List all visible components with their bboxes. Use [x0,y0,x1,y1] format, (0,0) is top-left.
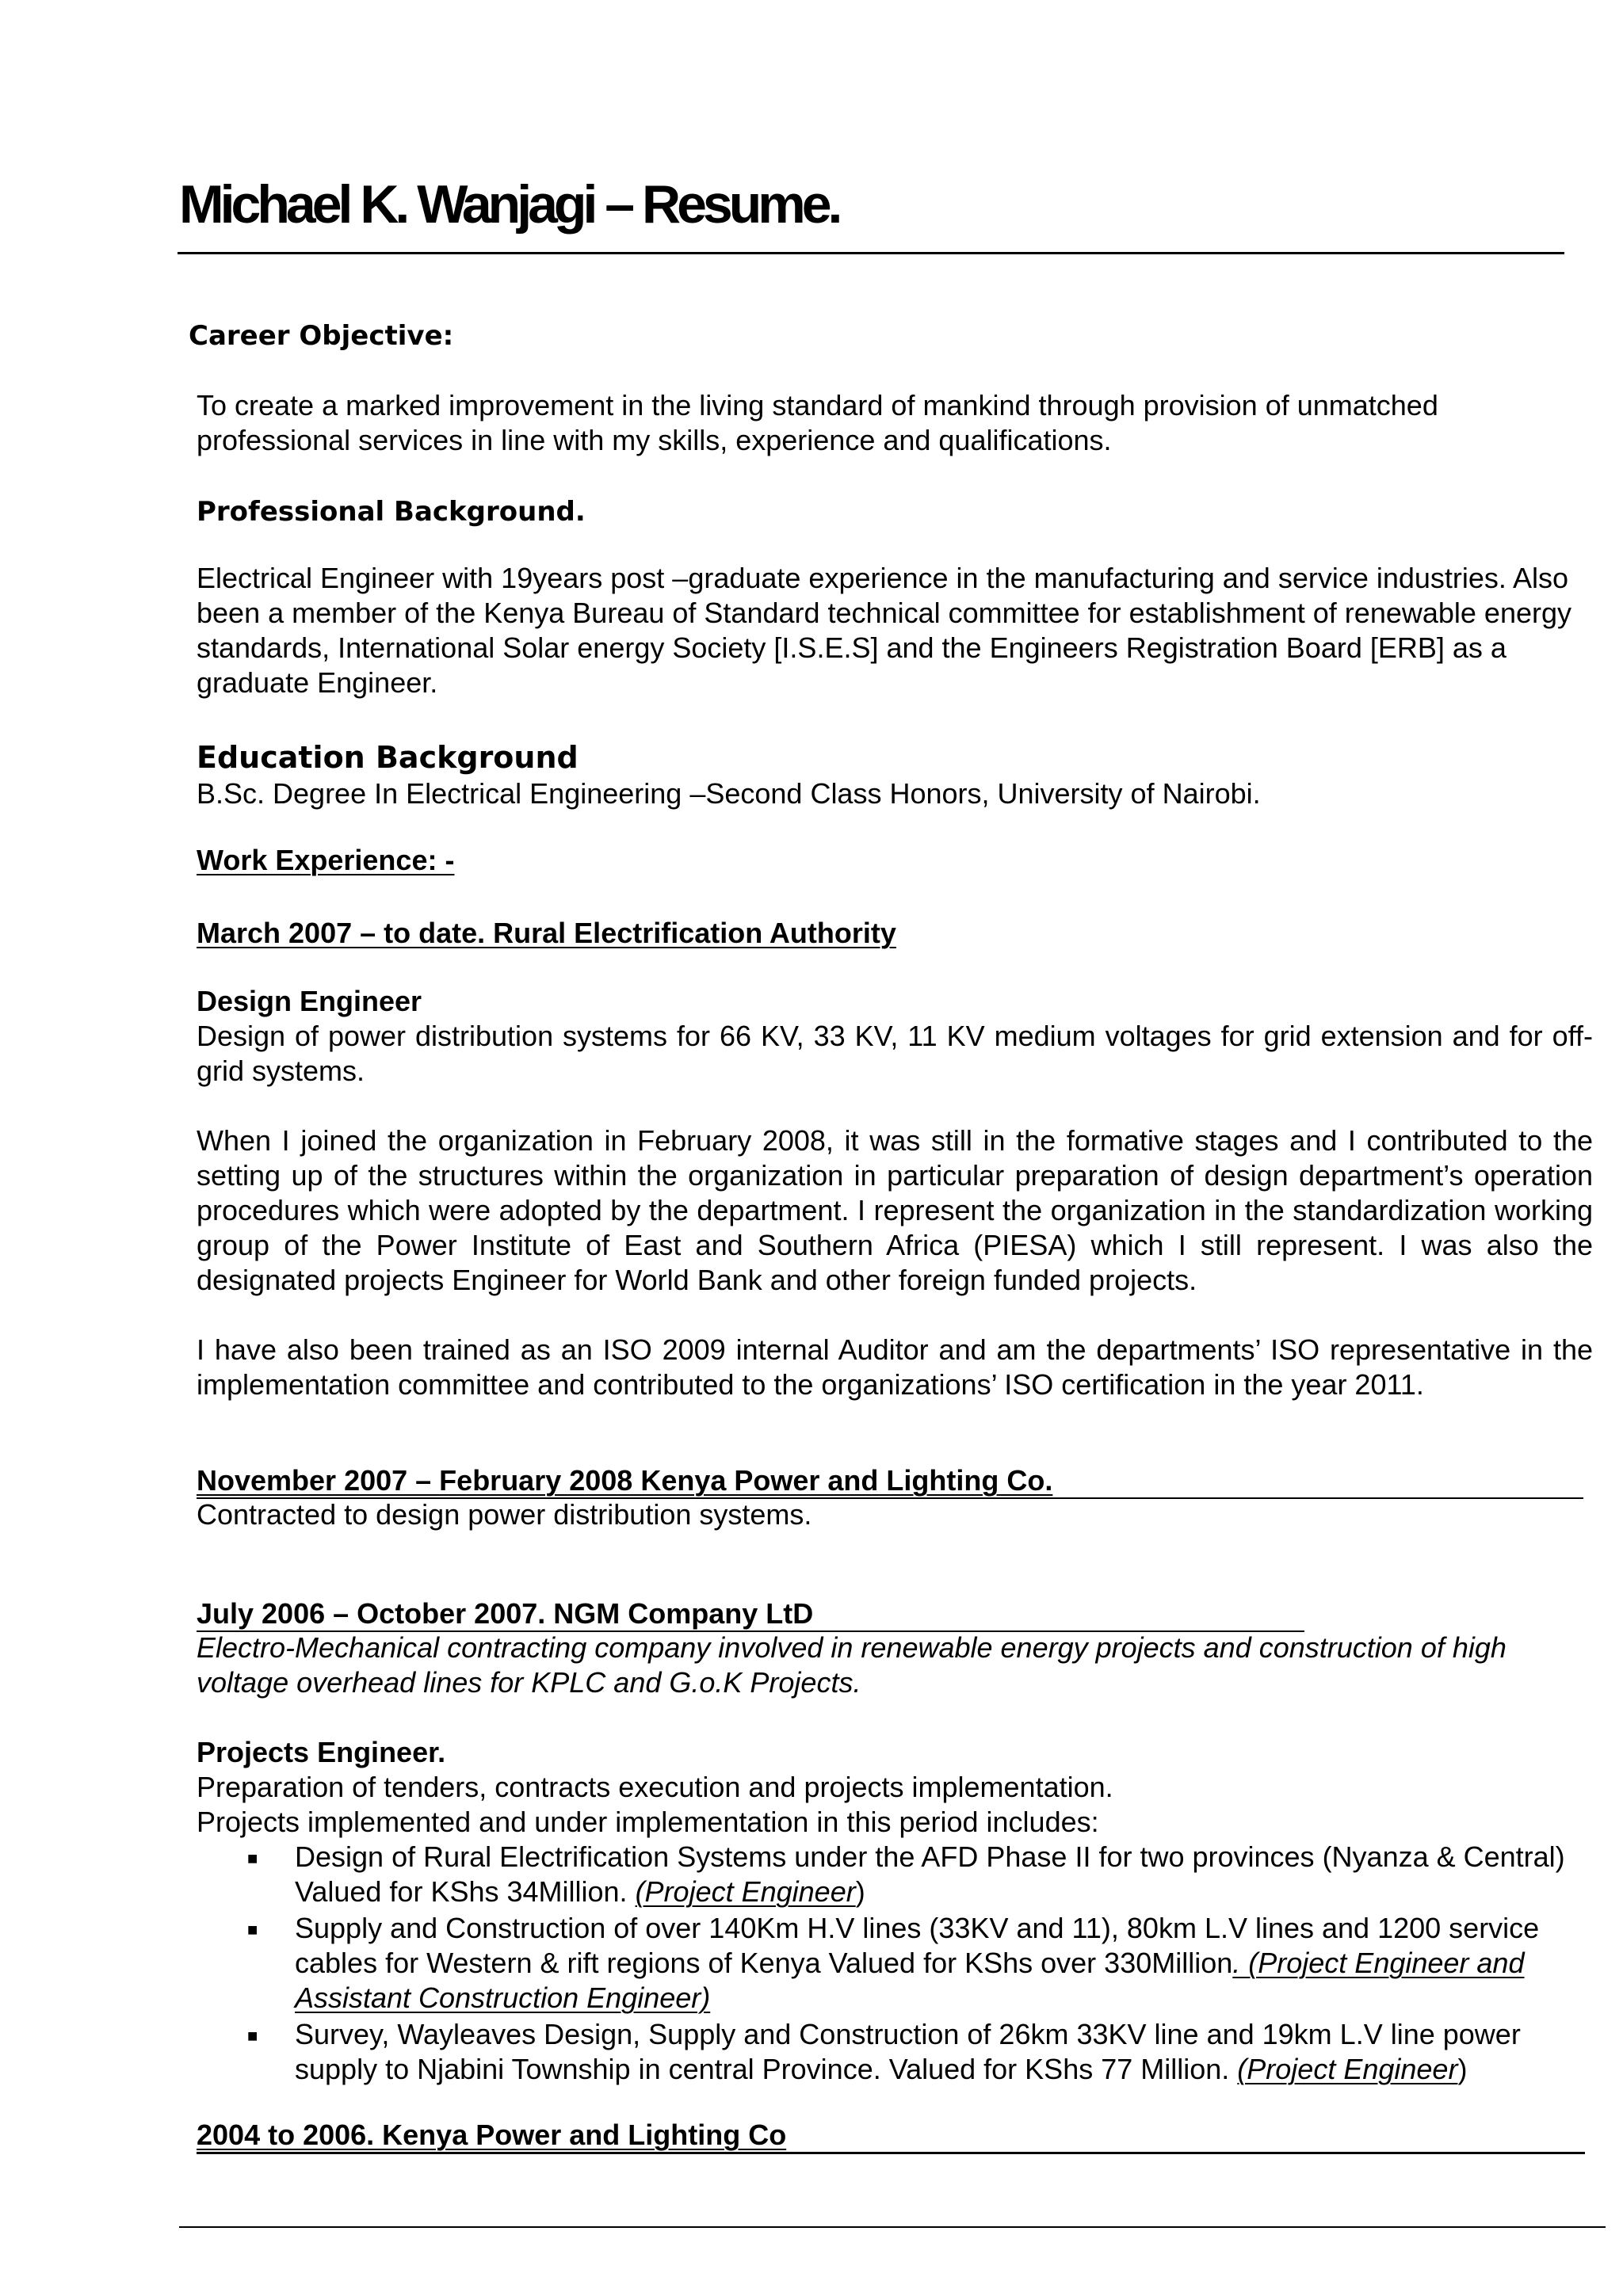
job-3-period-heading-text: July 2006 – October 2007. NGM Company LtD [197,1597,814,1630]
job-2-description: Contracted to design power distribution systems. [197,1498,812,1531]
bullet-2-text: Supply and Construction of over 140Km H.V lines (33KV and 11), 80km L.V lines and 1200 service cables for Western & rift regions of Kenya Valued for KShs over 330Million [295,1912,1540,1979]
bullet-1-role: (Project Engineer [635,1875,856,1908]
education-background-heading: Education Background [197,740,579,775]
job-3-line-1: Preparation of tenders, contracts execution and projects implementation. [197,1771,1113,1803]
resume-title: Michael K. Wanjagi – Resume. [179,174,839,235]
education-background-text: B.Sc. Degree In Electrical Engineering –Second Class Honors, University of Nairobi. [197,777,1261,810]
bullet-3 [295,2017,1594,2087]
career-objective-text: To create a marked improvement in the living standard of mankind through provision of unmatched professional services in line with my skills, experience and qualifications. [197,389,1438,456]
professional-background-text: Electrical Engineer with 19years post –graduate experience in the manufacturing and service industries. Also been a member of the Kenya Bureau of Standard technical committee for establishment of renewable energy standards, International Solar energy Society [I.S.E.S] and the Engineers Registration Board [ERB] as a graduate Engineer. [197,562,1571,699]
professional-background-heading: Professional Background. [197,496,586,528]
work-experience-heading: Work Experience: - [197,844,455,876]
career-objective-heading: Career Objective: [189,320,454,352]
page-footer-divider [179,2226,1606,2228]
job-1-description: Design of power distribution systems for 66 KV, 33 KV, 11 KV medium voltages for grid extension and for off-grid systems. [197,1020,1593,1087]
bullet-3-marker: ■ [247,2026,258,2046]
bullet-1-tail: ) [855,1875,865,1908]
job-3-company-description: Electro-Mechanical contracting company involved in renewable energy projects and construction of high voltage overhead lines for KPLC and G.o.K Projects. [197,1631,1507,1699]
bullet-1-marker: ■ [247,1848,258,1868]
job-1-role: Design Engineer [197,985,422,1017]
bullet-1 [295,1840,1594,1909]
job-1-paragraph-3: I have also been trained as an ISO 2009 internal Auditor and am the departments’ ISO representative in the implementation committee and contributed to the organizations’ ISO certification in the year 2011. [197,1333,1593,1401]
job-4-period-heading [197,2119,1585,2154]
job-3-line-2: Projects implemented and under implementation in this period includes: [197,1806,1099,1838]
job-2-period-heading-text: November 2007 – February 2008 Kenya Power and Lighting Co. [197,1464,1053,1497]
title-divider [178,252,1564,254]
bullet-3-text: Survey, Wayleaves Design, Supply and Construction of 26km 33KV line and 19km L.V line power supply to Njabini Township in central Province. Valued for KShs 77 Million. [295,2018,1521,2085]
bullet-2-marker: ■ [247,1920,258,1939]
bullet-2 [295,1911,1594,2016]
job-4-period-heading-text: 2004 to 2006. Kenya Power and Lighting Co [197,2119,787,2151]
job-1-period-heading: March 2007 – to date. Rural Electrification Authority [197,917,896,949]
bullet-3-role: (Project Engineer [1237,2053,1458,2085]
bullet-2-role: . (Project Engineer and Assistant Construction Engineer) [295,1947,1525,2014]
job-2-period-heading [197,1464,1583,1499]
job-1-paragraph-2: When I joined the organization in February 2008, it was still in the formative stages and I contributed to the setting up of the structures within the organization in particular preparation of design department’s operation procedures which were adopted by the department. I represent the organization in the standardization working group of the Power Institute of East and Southern Africa (PIESA) which I still represent. I was also the designated projects Engineer for World Bank and other foreign funded projects. [197,1124,1593,1296]
bullet-1-text: Design of Rural Electrification Systems under the AFD Phase II for two provinces (Nyanza & Central) Valued for KShs 34Million. [295,1840,1565,1908]
bullet-3-tail: ) [1457,2053,1468,2085]
job-3-role: Projects Engineer. [197,1736,446,1768]
job-3-period-heading [197,1597,1304,1632]
